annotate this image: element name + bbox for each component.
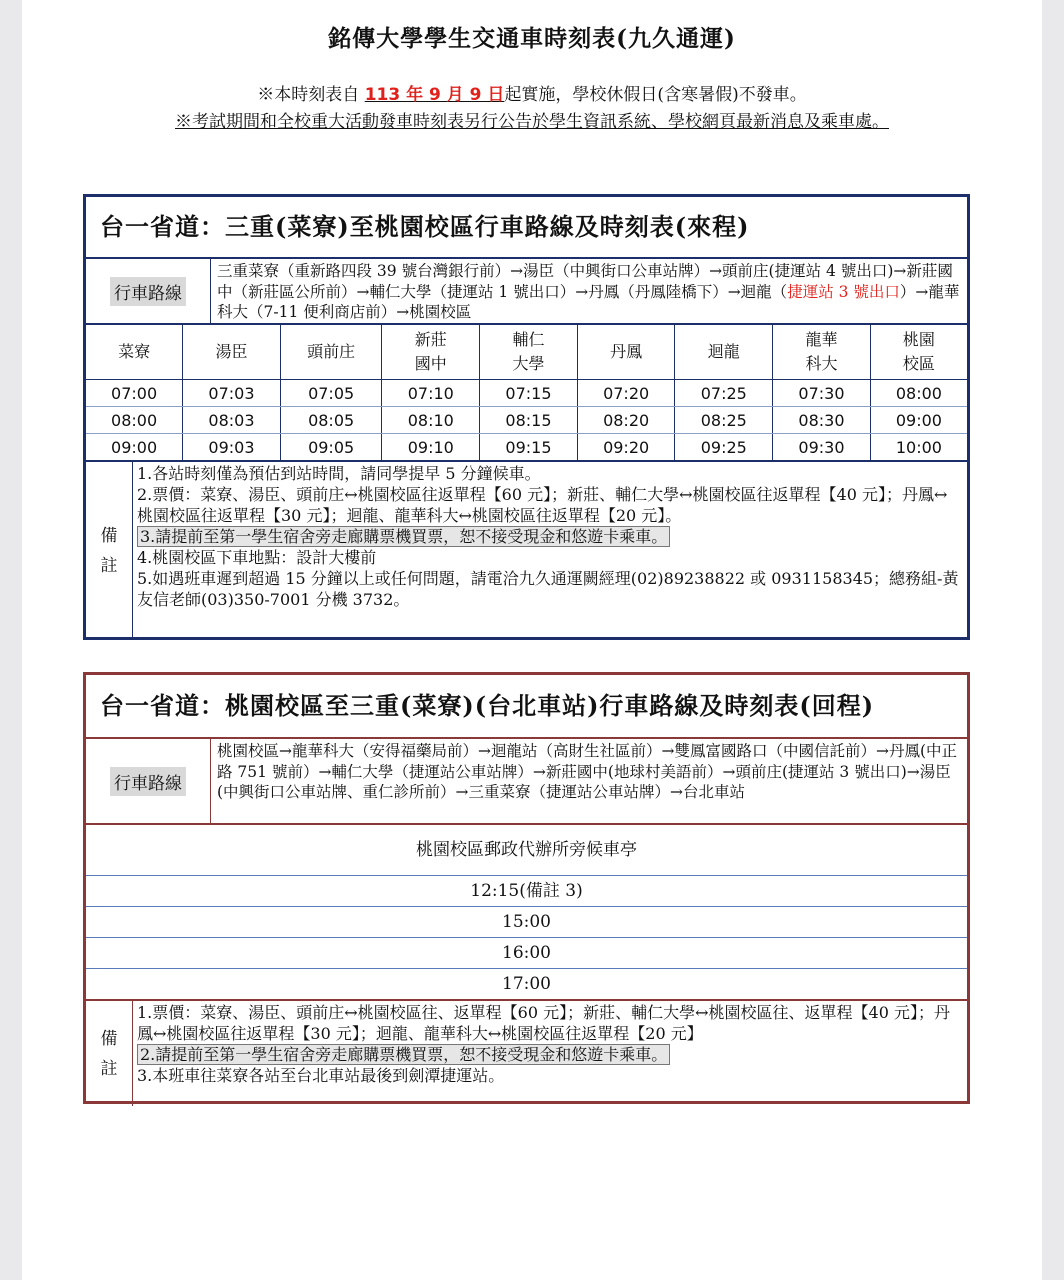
timetable-header: 丹鳳 <box>577 325 675 380</box>
departure-time: 09:05 <box>280 434 382 462</box>
timetable-header: 輔仁 大學 <box>480 325 578 380</box>
exam-period-notice: ※考試期間和全校重大活動發車時刻表另行公告於學生資訊系統、學校網頁最新消息及乘車處。 <box>175 112 889 132</box>
departure-time: 09:25 <box>675 434 773 462</box>
note-item: 1.各站時刻僅為預估到站時間，請同學提早 5 分鐘候車。 <box>137 464 541 483</box>
document-title: 銘傳大學學生交通車時刻表(九久通運) <box>328 25 736 52</box>
note-item-highlighted: 2.請提前至第一學生宿舍旁走廊購票機買票，恕不接受現金和悠遊卡乘車。 <box>137 1044 670 1065</box>
timetable-header: 桃園 校區 <box>870 325 967 380</box>
outbound-timetable <box>86 325 967 462</box>
departure-time: 08:15 <box>480 407 578 434</box>
departure-time: 07:10 <box>382 380 480 407</box>
departure-time: 10:00 <box>870 434 967 462</box>
return-title: 台一省道：桃園校區至三重(菜寮)(台北車站)行車路線及時刻表(回程) <box>86 675 967 739</box>
timetable-header: 迴龍 <box>675 325 773 380</box>
departure-time: 09:03 <box>183 434 281 462</box>
departure-time: 08:25 <box>675 407 773 434</box>
timetable-row <box>86 434 967 462</box>
departure-time: 07:20 <box>577 380 675 407</box>
outbound-notes: 備 註 1.各站時刻僅為預估到站時間，請同學提早 5 分鐘候車。 2.票價：菜寮、湯臣、頭前庄↔桃園校區往返單程【60 元】；新莊、輔仁大學↔桃園校區往返單程【40 元】；丹鳳↔桃園校區往返單程【30 元】；迴龍、龍華科大↔桃園校區往返單程【20 元】。 3.請提前至第一學生宿舍旁走廊購票機買票，恕不接受現金和悠遊卡乘車。 4.桃園校區下車地點：設計大樓前 5.如遇班車遲到超過 15 分鐘以上或任何問題，請電洽九久通運闕經理(02)89238822 或 0931158345；總務組-黃友信老師(03)350-7001 分機 3732。 <box>86 462 967 640</box>
route-label: 行車路線 <box>110 277 186 306</box>
effective-date-notice: ※本時刻表自 113 年 9 月 9 日起實施，學校休假日(含寒暑假)不發車。 <box>257 85 807 105</box>
timetable-header: 湯臣 <box>183 325 281 380</box>
timetable-header: 龍華 科大 <box>773 325 871 380</box>
departure-time: 07:25 <box>675 380 773 407</box>
return-time: 16:00 <box>86 938 967 969</box>
timetable-header: 新莊 國中 <box>382 325 480 380</box>
note-item: 4.桃園校區下車地點：設計大樓前 <box>137 548 377 567</box>
departure-time: 09:30 <box>773 434 871 462</box>
return-time: 12:15(備註 3) <box>86 876 967 907</box>
return-time: 17:00 <box>502 974 551 994</box>
return-route-text: 桃園校區→龍華科大（安得福藥局前）→迴龍站（高財生社區前）→雙鳳富國路口（中國信託前）→丹鳳(中正路 751 號前）→輔仁大學（捷運站公車站牌）→新莊國中(地球村美語前）→頭前庄(捷運站 3 號出口)→湯臣(中興街口公車站牌、重仁診所前）→三重菜寮（捷運站公車站牌）→台北車站 <box>217 742 957 801</box>
outbound-section <box>83 194 970 640</box>
route-label: 行車路線 <box>110 767 186 796</box>
departure-time: 09:20 <box>577 434 675 462</box>
timetable-header: 頭前庄 <box>280 325 382 380</box>
departure-time: 07:15 <box>480 380 578 407</box>
return-stop-name: 桃園校區郵政代辦所旁候車亭 <box>86 825 967 876</box>
outbound-route-row <box>86 259 967 325</box>
return-time: 15:00 <box>86 907 967 938</box>
departure-time: 08:10 <box>382 407 480 434</box>
timetable-row <box>86 380 967 407</box>
note-item: 2.票價：菜寮、湯臣、頭前庄↔桃園校區往返單程【60 元】；新莊、輔仁大學↔桃園校區往返單程【40 元】；丹鳳↔桃園校區往返單程【30 元】；迴龍、龍華科大↔桃園校區往返單程【20 元】。 <box>137 485 948 525</box>
return-times <box>86 876 967 999</box>
departure-time: 08:00 <box>870 380 967 407</box>
return-section <box>83 672 970 1104</box>
outbound-title: 台一省道：三重(菜寮)至桃園校區行車路線及時刻表(來程) <box>86 197 967 259</box>
timetable-row <box>86 407 967 434</box>
return-route-row <box>86 739 967 825</box>
timetable-header: 菜寮 <box>86 325 183 380</box>
departure-time: 07:05 <box>280 380 382 407</box>
route-highlight: 捷運站 3 號出口 <box>787 282 900 301</box>
departure-time: 08:20 <box>577 407 675 434</box>
note-item: 5.如遇班車遲到超過 15 分鐘以上或任何問題，請電洽九久通運闕經理(02)89238822 或 0931158345；總務組-黃友信老師(03)350-7001 分機 3732。 <box>137 569 959 609</box>
outbound-route-text: 三重菜寮（重新路四段 39 號台灣銀行前）→湯臣（中興街口公車站牌）→頭前庄(捷運站 4 號出口)→新莊國中（新莊區公所前）→輔仁大學（捷運站 1 號出口）→丹鳳（丹鳳陸橋下）→迴龍（捷運站 3 號出口）→龍華科大（7-11 便利商店前）→桃園校區 <box>217 262 960 321</box>
note-item-highlighted: 3.請提前至第一學生宿舍旁走廊購票機買票，恕不接受現金和悠遊卡乘車。 <box>137 526 670 547</box>
departure-time: 07:03 <box>183 380 281 407</box>
departure-time: 08:05 <box>280 407 382 434</box>
departure-time: 08:03 <box>183 407 281 434</box>
departure-time: 08:00 <box>86 407 183 434</box>
departure-time: 09:00 <box>870 407 967 434</box>
note-item: 3.本班車往菜寮各站至台北車站最後到劍潭捷運站。 <box>137 1066 505 1085</box>
departure-time: 08:30 <box>773 407 871 434</box>
departure-time: 09:10 <box>382 434 480 462</box>
effective-date: 113 年 9 月 9 日 <box>364 85 505 105</box>
departure-time: 07:30 <box>773 380 871 407</box>
departure-time: 09:15 <box>480 434 578 462</box>
departure-time: 07:00 <box>86 380 183 407</box>
departure-time: 09:00 <box>86 434 183 462</box>
note-item: 1.票價：菜寮、湯臣、頭前庄↔桃園校區往、返單程【60 元】；新莊、輔仁大學↔桃園校區往、返單程【40 元】；丹鳳↔桃園校區往返單程【30 元】；迴龍、龍華科大↔桃園校區往返單程【20 元】 <box>137 1003 950 1043</box>
document-page <box>22 0 1042 1280</box>
return-notes: 備 註 1.票價：菜寮、湯臣、頭前庄↔桃園校區往、返單程【60 元】；新莊、輔仁大學↔桃園校區往、返單程【40 元】；丹鳳↔桃園校區往返單程【30 元】；迴龍、龍華科大↔桃園校區往返單程【20 元】 2.請提前至第一學生宿舍旁走廊購票機買票，恕不接受現金和悠遊卡乘車。 3.本班車往菜寮各站至台北車站最後到劍潭捷運站。 <box>86 999 967 1106</box>
